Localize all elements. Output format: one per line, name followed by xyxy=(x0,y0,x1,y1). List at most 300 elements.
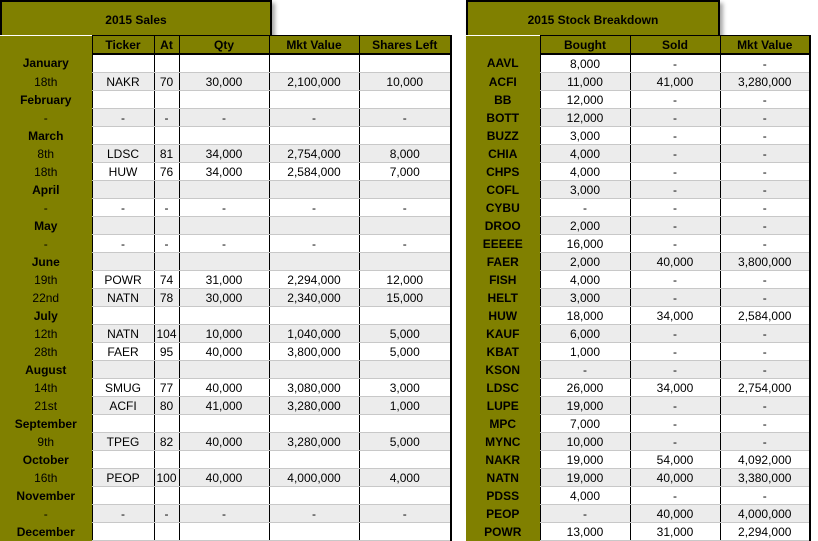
mkt-value-cell[interactable] xyxy=(269,91,359,109)
at-cell[interactable] xyxy=(154,487,179,505)
stock-row xyxy=(466,325,810,343)
qty-cell[interactable] xyxy=(179,307,269,325)
qty-cell[interactable]: 30,000 xyxy=(179,73,269,91)
stock-mkt-value-cell[interactable]: 2,754,000 xyxy=(720,379,810,397)
month-label: July xyxy=(0,307,92,325)
bought-cell[interactable]: 4,000 xyxy=(540,145,630,163)
stock-row xyxy=(466,145,810,163)
stock-ticker-label: HELT xyxy=(466,289,540,307)
at-cell[interactable]: - xyxy=(154,235,179,253)
bought-cell[interactable]: 3,000 xyxy=(540,127,630,145)
day-label: 9th xyxy=(0,433,92,451)
qty-cell[interactable] xyxy=(179,217,269,235)
sold-cell[interactable]: - xyxy=(630,415,720,433)
ticker-cell[interactable]: POWR xyxy=(92,271,154,289)
at-cell[interactable] xyxy=(154,361,179,379)
shares-left-cell[interactable] xyxy=(359,415,451,433)
mkt-value-cell[interactable]: 1,040,000 xyxy=(269,325,359,343)
ticker-cell[interactable]: - xyxy=(92,109,154,127)
bought-cell[interactable]: 4,000 xyxy=(540,163,630,181)
at-cell[interactable] xyxy=(154,523,179,541)
stock-mkt-value-cell[interactable]: 3,380,000 xyxy=(720,469,810,487)
stock-row xyxy=(466,253,810,271)
sold-cell[interactable]: - xyxy=(630,487,720,505)
qty-cell[interactable]: - xyxy=(179,199,269,217)
bought-cell[interactable]: 2,000 xyxy=(540,253,630,271)
stock-row xyxy=(466,109,810,127)
day-label: 12th xyxy=(0,325,92,343)
stock-mkt-value-cell[interactable]: - xyxy=(720,343,810,361)
stock-mkt-value-cell[interactable]: - xyxy=(720,91,810,109)
stock-ticker-label: LUPE xyxy=(466,397,540,415)
month-label: March xyxy=(0,127,92,145)
bought-cell[interactable]: 10,000 xyxy=(540,433,630,451)
bought-cell[interactable]: 19,000 xyxy=(540,451,630,469)
sales-row xyxy=(0,343,451,361)
month-label: August xyxy=(0,361,92,379)
sales-header-shares-left: Shares Left xyxy=(359,36,451,55)
mkt-value-cell[interactable]: 2,294,000 xyxy=(269,271,359,289)
ticker-cell[interactable] xyxy=(92,361,154,379)
at-cell[interactable]: 74 xyxy=(154,271,179,289)
shares-left-cell[interactable]: - xyxy=(359,199,451,217)
qty-cell[interactable]: 41,000 xyxy=(179,397,269,415)
bought-cell[interactable]: 8,000 xyxy=(540,54,630,73)
sold-cell[interactable]: 40,000 xyxy=(630,505,720,523)
stock-row xyxy=(466,379,810,397)
at-cell[interactable]: 95 xyxy=(154,343,179,361)
sold-cell[interactable]: 54,000 xyxy=(630,451,720,469)
shares-left-cell[interactable]: 3,000 xyxy=(359,379,451,397)
shares-left-cell[interactable] xyxy=(359,217,451,235)
stock-row xyxy=(466,361,810,379)
mkt-value-cell[interactable]: - xyxy=(269,199,359,217)
sales-row xyxy=(0,505,451,523)
stock-mkt-value-cell[interactable]: - xyxy=(720,54,810,73)
shares-left-cell[interactable]: - xyxy=(359,235,451,253)
at-cell[interactable] xyxy=(154,253,179,271)
at-cell[interactable]: 76 xyxy=(154,163,179,181)
mkt-value-cell[interactable]: 3,280,000 xyxy=(269,397,359,415)
sales-row xyxy=(0,91,451,109)
stock-header-sold: Sold xyxy=(630,36,720,55)
qty-cell[interactable] xyxy=(179,127,269,145)
at-cell[interactable]: 104 xyxy=(154,325,179,343)
stock-row xyxy=(466,451,810,469)
ticker-cell[interactable] xyxy=(92,217,154,235)
at-cell[interactable]: - xyxy=(154,199,179,217)
stock-row xyxy=(466,307,810,325)
shares-left-cell[interactable]: 5,000 xyxy=(359,325,451,343)
stock-table xyxy=(466,35,811,541)
qty-cell[interactable] xyxy=(179,523,269,541)
qty-cell[interactable] xyxy=(179,91,269,109)
sold-cell[interactable]: 41,000 xyxy=(630,73,720,91)
sales-row xyxy=(0,397,451,415)
month-label: April xyxy=(0,181,92,199)
stock-mkt-value-cell[interactable]: 3,800,000 xyxy=(720,253,810,271)
stock-row xyxy=(466,127,810,145)
stock-mkt-value-cell[interactable]: 3,280,000 xyxy=(720,73,810,91)
stock-row xyxy=(466,163,810,181)
sales-header-qty: Qty xyxy=(179,36,269,55)
stock-mkt-value-cell[interactable]: - xyxy=(720,181,810,199)
stock-mkt-value-cell[interactable]: - xyxy=(720,289,810,307)
qty-cell[interactable]: 10,000 xyxy=(179,325,269,343)
sales-row xyxy=(0,73,451,91)
stock-ticker-label: KSON xyxy=(466,361,540,379)
stock-mkt-value-cell[interactable]: 4,092,000 xyxy=(720,451,810,469)
qty-cell[interactable] xyxy=(179,487,269,505)
bought-cell[interactable]: 3,000 xyxy=(540,289,630,307)
bought-cell[interactable]: 18,000 xyxy=(540,307,630,325)
stock-ticker-label: BB xyxy=(466,91,540,109)
at-cell[interactable]: 70 xyxy=(154,73,179,91)
sold-cell[interactable]: - xyxy=(630,91,720,109)
day-label: - xyxy=(0,235,92,253)
mkt-value-cell[interactable]: - xyxy=(269,109,359,127)
at-cell[interactable] xyxy=(154,217,179,235)
stock-mkt-value-cell[interactable]: 4,000,000 xyxy=(720,505,810,523)
ticker-cell[interactable] xyxy=(92,307,154,325)
month-label: October xyxy=(0,451,92,469)
day-label: - xyxy=(0,199,92,217)
sold-cell[interactable]: 31,000 xyxy=(630,523,720,541)
mkt-value-cell[interactable] xyxy=(269,361,359,379)
sales-table xyxy=(0,35,452,541)
sold-cell[interactable]: - xyxy=(630,271,720,289)
at-cell[interactable]: 77 xyxy=(154,379,179,397)
bought-cell[interactable]: - xyxy=(540,199,630,217)
mkt-value-cell[interactable] xyxy=(269,217,359,235)
mkt-value-cell[interactable]: - xyxy=(269,235,359,253)
sold-cell[interactable]: - xyxy=(630,54,720,73)
qty-cell[interactable] xyxy=(179,361,269,379)
stock-mkt-value-cell[interactable]: - xyxy=(720,433,810,451)
mkt-value-cell[interactable] xyxy=(269,487,359,505)
ticker-cell[interactable] xyxy=(92,523,154,541)
mkt-value-cell[interactable]: 3,280,000 xyxy=(269,433,359,451)
shares-left-cell[interactable] xyxy=(359,253,451,271)
ticker-cell[interactable]: - xyxy=(92,199,154,217)
shares-left-cell[interactable] xyxy=(359,307,451,325)
ticker-cell[interactable]: LDSC xyxy=(92,145,154,163)
shares-left-cell[interactable]: 4,000 xyxy=(359,469,451,487)
stock-ticker-label: LDSC xyxy=(466,379,540,397)
sold-cell[interactable]: - xyxy=(630,217,720,235)
mkt-value-cell[interactable]: 4,000,000 xyxy=(269,469,359,487)
ticker-cell[interactable] xyxy=(92,415,154,433)
mkt-value-cell[interactable] xyxy=(269,54,359,73)
qty-cell[interactable] xyxy=(179,253,269,271)
at-cell[interactable]: 78 xyxy=(154,289,179,307)
stock-mkt-value-cell[interactable]: - xyxy=(720,415,810,433)
stock-ticker-label: BOTT xyxy=(466,109,540,127)
qty-cell[interactable]: 40,000 xyxy=(179,379,269,397)
stock-ticker-label: FISH xyxy=(466,271,540,289)
stock-mkt-value-cell[interactable]: 2,294,000 xyxy=(720,523,810,541)
stock-mkt-value-cell[interactable]: - xyxy=(720,361,810,379)
sold-cell[interactable]: - xyxy=(630,433,720,451)
stock-mkt-value-cell[interactable]: - xyxy=(720,217,810,235)
qty-cell[interactable]: 34,000 xyxy=(179,163,269,181)
bought-cell[interactable]: 11,000 xyxy=(540,73,630,91)
sales-row xyxy=(0,181,451,199)
shares-left-cell[interactable]: 5,000 xyxy=(359,433,451,451)
bought-cell[interactable]: 19,000 xyxy=(540,469,630,487)
stock-mkt-value-cell[interactable]: - xyxy=(720,325,810,343)
mkt-value-cell[interactable] xyxy=(269,523,359,541)
shares-left-cell[interactable]: 12,000 xyxy=(359,271,451,289)
mkt-value-cell[interactable] xyxy=(269,253,359,271)
stock-row xyxy=(466,54,810,73)
mkt-value-cell[interactable] xyxy=(269,127,359,145)
shares-left-cell[interactable]: 8,000 xyxy=(359,145,451,163)
shares-left-cell[interactable] xyxy=(359,91,451,109)
bought-cell[interactable]: - xyxy=(540,505,630,523)
stock-ticker-label: ACFI xyxy=(466,73,540,91)
shares-left-cell[interactable]: - xyxy=(359,109,451,127)
sold-cell[interactable]: 34,000 xyxy=(630,307,720,325)
day-label: 22nd xyxy=(0,289,92,307)
qty-cell[interactable]: 40,000 xyxy=(179,469,269,487)
ticker-cell[interactable]: FAER xyxy=(92,343,154,361)
sales-row xyxy=(0,109,451,127)
stock-mkt-value-cell[interactable]: - xyxy=(720,235,810,253)
at-cell[interactable]: 100 xyxy=(154,469,179,487)
stock-mkt-value-cell[interactable]: - xyxy=(720,127,810,145)
shares-left-cell[interactable]: 15,000 xyxy=(359,289,451,307)
stock-mkt-value-cell[interactable]: - xyxy=(720,163,810,181)
shares-left-cell[interactable] xyxy=(359,487,451,505)
stock-mkt-value-cell[interactable]: - xyxy=(720,397,810,415)
stock-row xyxy=(466,523,810,541)
day-label: - xyxy=(0,109,92,127)
at-cell[interactable] xyxy=(154,127,179,145)
qty-cell[interactable]: 40,000 xyxy=(179,343,269,361)
stock-row xyxy=(466,271,810,289)
day-label: - xyxy=(0,505,92,523)
mkt-value-cell[interactable]: 2,340,000 xyxy=(269,289,359,307)
at-cell[interactable] xyxy=(154,415,179,433)
sales-row xyxy=(0,289,451,307)
qty-cell[interactable] xyxy=(179,415,269,433)
stock-header-bought: Bought xyxy=(540,36,630,55)
sales-header-at: At xyxy=(154,36,179,55)
stock-ticker-label: POWR xyxy=(466,523,540,541)
stock-ticker-label: KBAT xyxy=(466,343,540,361)
stock-ticker-label: BUZZ xyxy=(466,127,540,145)
mkt-value-cell[interactable]: 3,800,000 xyxy=(269,343,359,361)
sales-row xyxy=(0,271,451,289)
sales-row xyxy=(0,307,451,325)
month-label: June xyxy=(0,253,92,271)
sold-cell[interactable]: - xyxy=(630,199,720,217)
shares-left-cell[interactable] xyxy=(359,361,451,379)
ticker-cell[interactable] xyxy=(92,253,154,271)
bought-cell[interactable]: 4,000 xyxy=(540,487,630,505)
bought-cell[interactable]: 7,000 xyxy=(540,415,630,433)
sales-title: 2015 Sales xyxy=(105,13,167,27)
ticker-cell[interactable] xyxy=(92,451,154,469)
sold-cell[interactable]: - xyxy=(630,181,720,199)
ticker-cell[interactable]: NATN xyxy=(92,325,154,343)
mkt-value-cell[interactable]: - xyxy=(269,505,359,523)
at-cell[interactable]: 82 xyxy=(154,433,179,451)
bought-cell[interactable]: 19,000 xyxy=(540,397,630,415)
at-cell[interactable]: - xyxy=(154,109,179,127)
ticker-cell[interactable]: ACFI xyxy=(92,397,154,415)
stock-row xyxy=(466,289,810,307)
sold-cell[interactable]: - xyxy=(630,145,720,163)
stock-ticker-label: AAVL xyxy=(466,54,540,73)
bought-cell[interactable]: 6,000 xyxy=(540,325,630,343)
ticker-cell[interactable]: NAKR xyxy=(92,73,154,91)
stock-mkt-value-cell[interactable]: - xyxy=(720,271,810,289)
sold-cell[interactable]: - xyxy=(630,325,720,343)
mkt-value-cell[interactable]: 3,080,000 xyxy=(269,379,359,397)
month-label: January xyxy=(0,54,92,73)
sold-cell[interactable]: 40,000 xyxy=(630,253,720,271)
at-cell[interactable] xyxy=(154,91,179,109)
bought-cell[interactable]: 26,000 xyxy=(540,379,630,397)
sold-cell[interactable]: 34,000 xyxy=(630,379,720,397)
qty-cell[interactable] xyxy=(179,54,269,73)
sold-cell[interactable]: - xyxy=(630,235,720,253)
stock-mkt-value-cell[interactable]: - xyxy=(720,109,810,127)
stock-row xyxy=(466,505,810,523)
ticker-cell[interactable] xyxy=(92,54,154,73)
sold-cell[interactable]: - xyxy=(630,343,720,361)
bought-cell[interactable]: 4,000 xyxy=(540,271,630,289)
sales-row xyxy=(0,415,451,433)
stock-row xyxy=(466,397,810,415)
sales-row xyxy=(0,54,451,73)
shares-left-cell[interactable] xyxy=(359,181,451,199)
bought-cell[interactable]: 12,000 xyxy=(540,109,630,127)
month-label: May xyxy=(0,217,92,235)
sales-row xyxy=(0,253,451,271)
day-label: 18th xyxy=(0,73,92,91)
stock-ticker-label: CHPS xyxy=(466,163,540,181)
sales-row xyxy=(0,127,451,145)
sold-cell[interactable]: - xyxy=(630,361,720,379)
sold-cell[interactable]: - xyxy=(630,397,720,415)
day-label: 18th xyxy=(0,163,92,181)
ticker-cell[interactable]: PEOP xyxy=(92,469,154,487)
stock-ticker-label: CYBU xyxy=(466,199,540,217)
ticker-cell[interactable]: - xyxy=(92,505,154,523)
stock-mkt-value-cell[interactable]: 2,584,000 xyxy=(720,307,810,325)
mkt-value-cell[interactable] xyxy=(269,415,359,433)
mkt-value-cell[interactable] xyxy=(269,181,359,199)
stock-ticker-label: HUW xyxy=(466,307,540,325)
mkt-value-cell[interactable]: 2,584,000 xyxy=(269,163,359,181)
sold-cell[interactable]: 40,000 xyxy=(630,469,720,487)
at-cell[interactable]: 81 xyxy=(154,145,179,163)
month-label: November xyxy=(0,487,92,505)
sold-cell[interactable]: - xyxy=(630,289,720,307)
at-cell[interactable] xyxy=(154,451,179,469)
at-cell[interactable]: 80 xyxy=(154,397,179,415)
stock-mkt-value-cell[interactable]: - xyxy=(720,199,810,217)
shares-left-cell[interactable]: 5,000 xyxy=(359,343,451,361)
bought-cell[interactable]: 3,000 xyxy=(540,181,630,199)
bought-cell[interactable]: - xyxy=(540,361,630,379)
qty-cell[interactable] xyxy=(179,451,269,469)
shares-left-cell[interactable]: 7,000 xyxy=(359,163,451,181)
day-label: 8th xyxy=(0,145,92,163)
shares-left-cell[interactable]: 10,000 xyxy=(359,73,451,91)
stock-row xyxy=(466,235,810,253)
mkt-value-cell[interactable] xyxy=(269,451,359,469)
stock-ticker-label: EEEEE xyxy=(466,235,540,253)
ticker-cell[interactable] xyxy=(92,91,154,109)
qty-cell[interactable]: 40,000 xyxy=(179,433,269,451)
month-label: September xyxy=(0,415,92,433)
qty-cell[interactable]: - xyxy=(179,109,269,127)
sold-cell[interactable]: - xyxy=(630,127,720,145)
stock-mkt-value-cell[interactable]: - xyxy=(720,145,810,163)
bought-cell[interactable]: 13,000 xyxy=(540,523,630,541)
ticker-cell[interactable]: HUW xyxy=(92,163,154,181)
mkt-value-cell[interactable] xyxy=(269,307,359,325)
qty-cell[interactable]: - xyxy=(179,235,269,253)
sold-cell[interactable]: - xyxy=(630,109,720,127)
shares-left-cell[interactable] xyxy=(359,127,451,145)
month-label: February xyxy=(0,91,92,109)
mkt-value-cell[interactable]: 2,100,000 xyxy=(269,73,359,91)
ticker-cell[interactable] xyxy=(92,487,154,505)
stock-ticker-label: PEOP xyxy=(466,505,540,523)
stock-mkt-value-cell[interactable]: - xyxy=(720,487,810,505)
shares-left-cell[interactable]: - xyxy=(359,505,451,523)
qty-cell[interactable]: 30,000 xyxy=(179,289,269,307)
shares-left-cell[interactable] xyxy=(359,451,451,469)
sales-row xyxy=(0,163,451,181)
at-cell[interactable]: - xyxy=(154,505,179,523)
stock-ticker-label: NATN xyxy=(466,469,540,487)
bought-cell[interactable]: 16,000 xyxy=(540,235,630,253)
at-cell[interactable] xyxy=(154,181,179,199)
shares-left-cell[interactable] xyxy=(359,523,451,541)
ticker-cell[interactable]: TPEG xyxy=(92,433,154,451)
qty-cell[interactable]: - xyxy=(179,505,269,523)
bought-cell[interactable]: 1,000 xyxy=(540,343,630,361)
shares-left-cell[interactable] xyxy=(359,54,451,73)
at-cell[interactable] xyxy=(154,307,179,325)
stock-row xyxy=(466,217,810,235)
ticker-cell[interactable] xyxy=(92,127,154,145)
ticker-cell[interactable]: SMUG xyxy=(92,379,154,397)
bought-cell[interactable]: 12,000 xyxy=(540,91,630,109)
stock-row xyxy=(466,73,810,91)
qty-cell[interactable]: 31,000 xyxy=(179,271,269,289)
qty-cell[interactable] xyxy=(179,181,269,199)
mkt-value-cell[interactable]: 2,754,000 xyxy=(269,145,359,163)
ticker-cell[interactable] xyxy=(92,181,154,199)
at-cell[interactable] xyxy=(154,54,179,73)
shares-left-cell[interactable]: 1,000 xyxy=(359,397,451,415)
qty-cell[interactable]: 34,000 xyxy=(179,145,269,163)
day-label: 14th xyxy=(0,379,92,397)
ticker-cell[interactable]: - xyxy=(92,235,154,253)
sold-cell[interactable]: - xyxy=(630,163,720,181)
ticker-cell[interactable]: NATN xyxy=(92,289,154,307)
bought-cell[interactable]: 2,000 xyxy=(540,217,630,235)
stock-ticker-label: MPC xyxy=(466,415,540,433)
stock-row xyxy=(466,415,810,433)
